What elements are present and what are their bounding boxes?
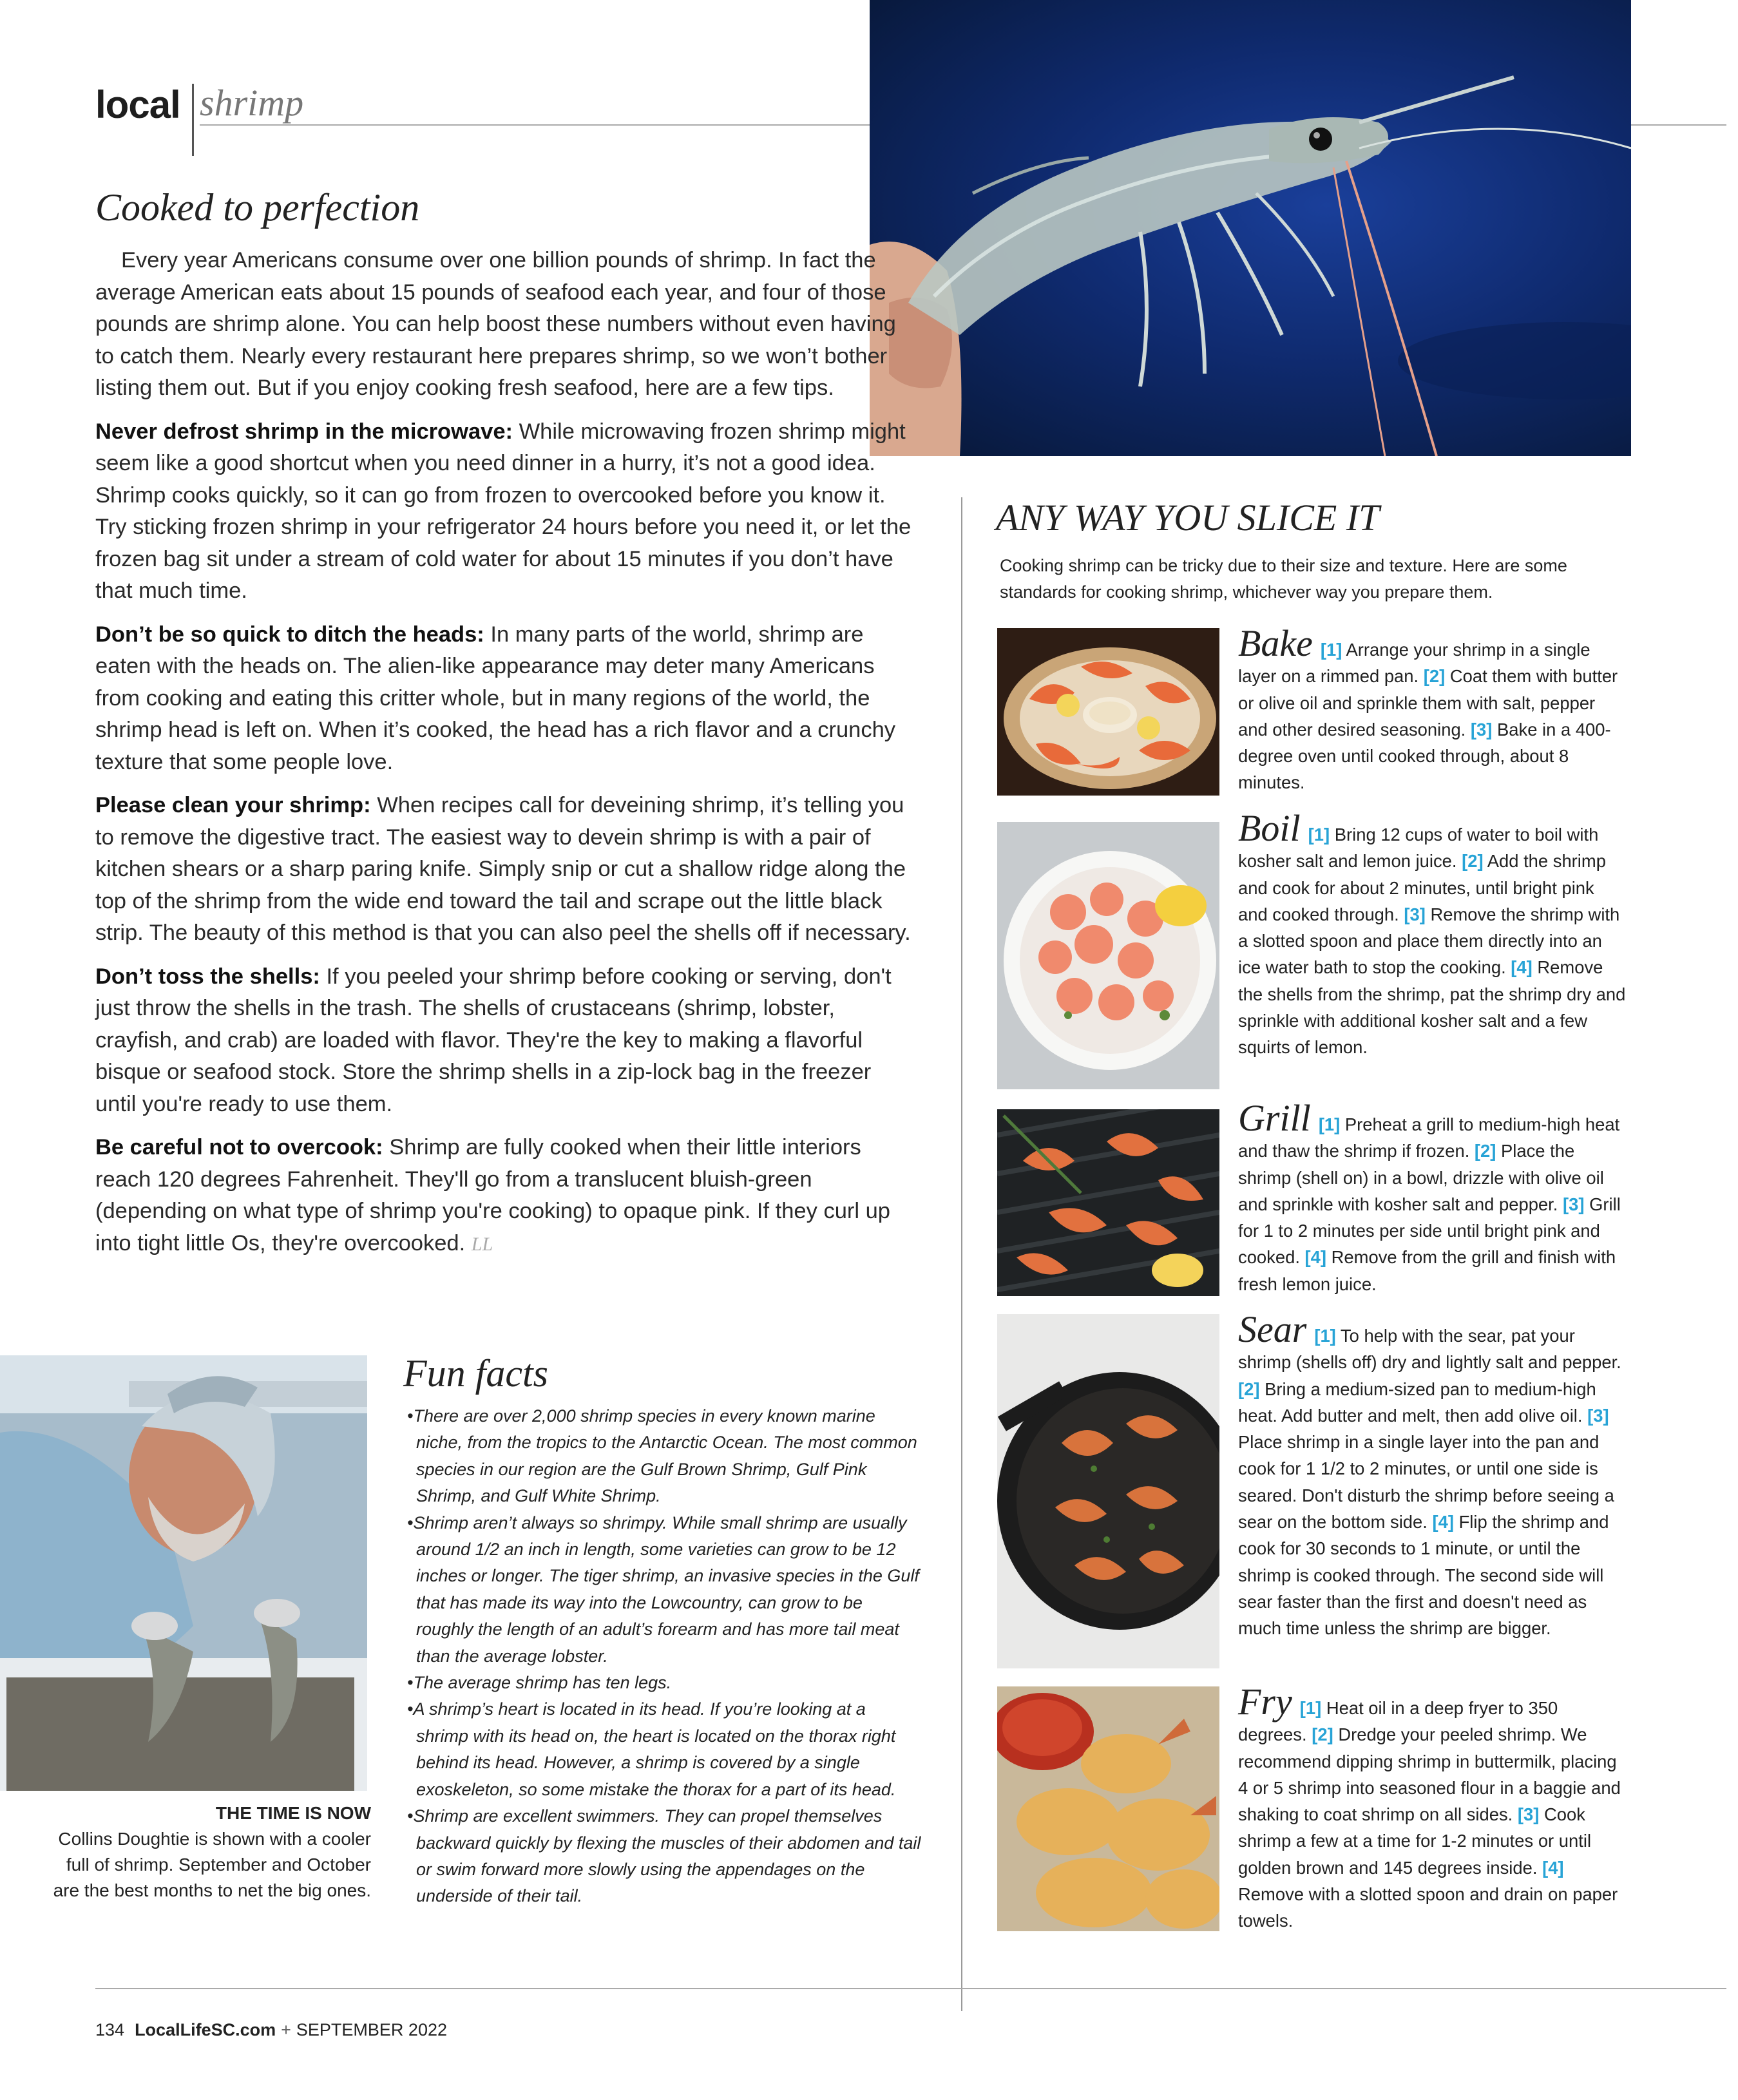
step-number: [2] bbox=[1312, 1724, 1333, 1745]
bake-text bbox=[1238, 622, 1628, 796]
page-footer bbox=[95, 2020, 447, 2040]
bake-photo bbox=[997, 628, 1219, 796]
step-number: [2] bbox=[1462, 851, 1484, 872]
caption-title: THE TIME IS NOW bbox=[215, 1803, 371, 1823]
step-number: [2] bbox=[1238, 1379, 1260, 1399]
intro-paragraph: Every year Americans consume over one billion pounds of shrimp. In fact the average American eats about 15 pounds of seafood each year, and four of those pounds are shrimp alone. You can help boost these numbers without even having to catch them. Nearly every restaurant here prepares shrimp, so we won’t bother listing them out. But if you enjoy cooking fresh seafood, here are a few tips. bbox=[95, 248, 896, 400]
step-text: Cook shrimp a few at a time for 1-2 minutes or until golden brown and 145 degrees inside. bbox=[1238, 1804, 1592, 1878]
method-grill bbox=[997, 1097, 1628, 1294]
step-text: Place the shrimp (shell on) in a bowl, drizzle with olive oil and sprinkle with kosher salt and pepper. bbox=[1238, 1141, 1604, 1214]
fun-fact-item: • The average shrimp has ten legs. bbox=[406, 1670, 921, 1696]
tip-heading: Don’t be so quick to ditch the heads: bbox=[95, 622, 484, 647]
header-rule-right bbox=[1630, 124, 1726, 126]
tip-text: Shrimp are fully cooked when their little interiors reach 120 degrees Fahrenheit. They'll go from a translucent bluish-green (depending on what type of shrimp you're cooking) to opaque pink. If they curl up into tight little Os, they're overcooked. bbox=[95, 1135, 890, 1255]
boil-photo bbox=[997, 822, 1219, 1089]
caption-text: Collins Doughtie is shown with a cooler full of shrimp. September and October are the best months to net the big ones. bbox=[53, 1829, 371, 1900]
grill-photo bbox=[997, 1109, 1219, 1296]
step-text: Preheat a grill to medium-high heat and thaw the shrimp if frozen. bbox=[1238, 1114, 1620, 1161]
author-byline: LL bbox=[471, 1233, 493, 1255]
header-rule bbox=[200, 124, 874, 126]
fun-fact-item: • A shrimp’s heart is located in its head. If you’re looking at a shrimp with its head on, the heart is located on the thorax right behind its head. However, a shrimp is covered by a single exoskeleton, so some mistake the thorax for a part of its head. bbox=[406, 1696, 921, 1803]
sidebar-intro: Cooking shrimp can be tricky due to their size and texture. Here are some standards for cooking shrimp, whichever way you prepare them. bbox=[1000, 556, 1567, 602]
step-text: Remove from the grill and finish with fresh lemon juice. bbox=[1238, 1247, 1616, 1294]
fun-fact-item: • Shrimp aren’t always so shrimpy. While small shrimp are usually around 1/2 an inch in length, some varieties can grow to be 12 inches or longer. The tiger shrimp, an invasive species in the Gulf that has made its way into the Lowcountry, can grow to be roughly the length of an adult’s forearm and has more tail meat than the average lobster. bbox=[406, 1510, 921, 1670]
person-with-shrimp-photo bbox=[0, 1355, 367, 1791]
method-name: Fry bbox=[1238, 1681, 1292, 1723]
step-number: [3] bbox=[1563, 1194, 1585, 1214]
article-body bbox=[95, 245, 917, 1272]
step-number: [1] bbox=[1314, 1326, 1336, 1346]
method-bake bbox=[997, 622, 1628, 808]
fun-facts-list bbox=[406, 1403, 921, 1910]
step-text: Remove with a slotted spoon and drain on paper towels. bbox=[1238, 1884, 1618, 1931]
footer-rule bbox=[95, 1988, 1726, 1989]
step-text: Dredge your peeled shrimp. We recommend dipping shrimp in buttermilk, placing 4 or 5 shrimp into seasoned flour in a baggie and shaking to coat shrimp on all sides. bbox=[1238, 1724, 1621, 1825]
tip-paragraph bbox=[95, 619, 917, 779]
photo-caption bbox=[39, 1800, 371, 1904]
step-number: [1] bbox=[1299, 1698, 1322, 1718]
method-name: Sear bbox=[1238, 1308, 1307, 1350]
step-text: Coat them with butter or olive oil and sprinkle them with salt, pepper and other desired seasoning. bbox=[1238, 666, 1618, 740]
step-number: [2] bbox=[1423, 666, 1446, 687]
method-name: Bake bbox=[1238, 622, 1313, 664]
tip-paragraph bbox=[95, 961, 917, 1121]
tip-text: While microwaving frozen shrimp might seem like a good shortcut when you need dinner in a hurry, it’s not a good idea. Shrimp cooks quickly, so it can go from frozen to overcooked before you know it. Try sticking frozen shrimp in your refrigerator 24 hours before you need it, or let the frozen bag sit under a stream of cold water for about 15 minutes if you don’t have that much time. bbox=[95, 419, 912, 603]
grill-text bbox=[1238, 1097, 1628, 1297]
tip-heading: Don’t toss the shells: bbox=[95, 964, 320, 989]
tip-heading: Be careful not to overcook: bbox=[95, 1135, 383, 1160]
step-number: [4] bbox=[1432, 1512, 1454, 1532]
tip-text: In many parts of the world, shrimp are eaten with the heads on. The alien-like appearance may deter many Americans from cooking and eating this critter whole, but in many regions of the world, the shrimp head is left on. When it’s cooked, the head has a rich flavor and a crunchy texture that some people love. bbox=[95, 622, 896, 774]
tip-paragraph bbox=[95, 790, 917, 950]
step-number: [4] bbox=[1542, 1857, 1564, 1878]
tip-paragraph bbox=[95, 1132, 917, 1260]
fun-fact-item: • There are over 2,000 shrimp species in every known marine niche, from the tropics to the Antarctic Ocean. The most common species in our region are the Gulf Brown Shrimp, Gulf Pink Shrimp, and Gulf White Shrimp. bbox=[406, 1403, 921, 1510]
fry-photo bbox=[997, 1686, 1219, 1931]
method-sear bbox=[997, 1308, 1628, 1675]
sear-text bbox=[1238, 1308, 1628, 1642]
step-text: Add the shrimp and cook for about 2 minutes, until bright pink and cooked through. bbox=[1238, 851, 1606, 924]
step-number: [3] bbox=[1404, 904, 1426, 924]
step-text: Remove the shells from the shrimp, pat the shrimp dry and sprinkle with additional kosher salt and a few squirts of lemon. bbox=[1238, 957, 1626, 1058]
issue-date: SEPTEMBER 2022 bbox=[296, 2020, 447, 2039]
method-name: Boil bbox=[1238, 807, 1301, 849]
tip-paragraph bbox=[95, 416, 917, 607]
step-text: Bring a medium-sized pan to medium-high heat. Add butter and melt, then add olive oil. bbox=[1238, 1379, 1596, 1426]
step-text: Bake in a 400-degree oven until cooked through, about 8 minutes. bbox=[1238, 719, 1611, 793]
column-divider bbox=[961, 497, 962, 2011]
step-number: [3] bbox=[1470, 719, 1493, 740]
header-separator bbox=[192, 84, 194, 156]
sear-photo bbox=[997, 1314, 1219, 1668]
step-number: [4] bbox=[1511, 957, 1533, 978]
tip-heading: Never defrost shrimp in the microwave: bbox=[95, 419, 513, 444]
brand-logo: local bbox=[95, 83, 180, 126]
footer-plus: + bbox=[281, 2020, 291, 2039]
step-text: Place shrimp in a single layer into the pan and cook for 1 1/2 to 2 minutes, or until one side is seared. Don't disturb the shrimp before seeing a sear on the bottom side. bbox=[1238, 1432, 1614, 1532]
boil-text bbox=[1238, 807, 1628, 1061]
method-boil bbox=[997, 807, 1628, 1096]
step-text: To help with the sear, pat your shrimp (shells off) dry and lightly salt and pepper. bbox=[1238, 1326, 1621, 1373]
step-text: Heat oil in a deep fryer to 350 degrees. bbox=[1238, 1698, 1558, 1745]
step-number: [3] bbox=[1587, 1405, 1609, 1426]
method-name: Grill bbox=[1238, 1097, 1311, 1139]
step-number: [2] bbox=[1474, 1141, 1496, 1161]
step-number: [3] bbox=[1517, 1804, 1540, 1825]
step-text: Grill for 1 to 2 minutes per side until bright pink and cooked. bbox=[1238, 1194, 1621, 1268]
step-text: Arrange your shrimp in a single layer on a rimmed pan. bbox=[1238, 640, 1590, 687]
step-number: [4] bbox=[1304, 1247, 1327, 1268]
tip-text: When recipes call for deveining shrimp, it’s telling you to remove the digestive tract. The easiest way to devein shrimp is with a pair of kitchen shears or a sharp paring knife. Simply snip or cut a shallow ridge along the top of the shrimp from the wide end toward the tail and scrape out the little black strip. The beauty of this method is that you can also peel the shells off if necessary. bbox=[95, 793, 911, 945]
fry-text bbox=[1238, 1681, 1628, 1934]
step-text: Bring 12 cups of water to boil with kosher salt and lemon juice. bbox=[1238, 825, 1599, 872]
article-title: Cooked to perfection bbox=[95, 186, 420, 229]
tip-heading: Please clean your shrimp: bbox=[95, 793, 371, 817]
step-number: [1] bbox=[1320, 640, 1342, 660]
sidebar-title: ANY WAY YOU SLICE IT bbox=[996, 497, 1380, 539]
hero-shrimp-photo bbox=[870, 0, 1631, 456]
footer-site-link[interactable]: LocalLifeSC.com bbox=[135, 2020, 276, 2039]
fun-facts-title: Fun facts bbox=[403, 1352, 548, 1395]
step-text: Flip the shrimp and cook for 30 seconds to 1 minute, or until the shrimp is cooked through. The second side will sear faster than the first and doesn't need as much time unless the shrimp are bigger. bbox=[1238, 1512, 1609, 1639]
page-number: 134 bbox=[95, 2020, 125, 2039]
step-number: [1] bbox=[1308, 825, 1330, 845]
fun-fact-item: • Shrimp are excellent swimmers. They can propel themselves backward quickly by flexing the muscles of their abdomen and tail or swim forward more slowly using the appendages on the underside of their tail. bbox=[406, 1803, 921, 1910]
step-text: Remove the shrimp with a slotted spoon and place them directly into an ice water bath to stop the cooking. bbox=[1238, 904, 1620, 978]
section-tag: shrimp bbox=[200, 82, 304, 124]
method-fry bbox=[997, 1681, 1628, 1957]
tip-text: If you peeled your shrimp before cooking or serving, don't just throw the shells in the trash. The shells of crustaceans (shrimp, lobster, crayfish, and crab) are loaded with flavor. They're the key to making a flavorful bisque or seafood stock. Store the shrimp shells in a zip-lock bag in the freezer until you're ready to use them. bbox=[95, 964, 892, 1116]
step-number: [1] bbox=[1318, 1114, 1341, 1134]
